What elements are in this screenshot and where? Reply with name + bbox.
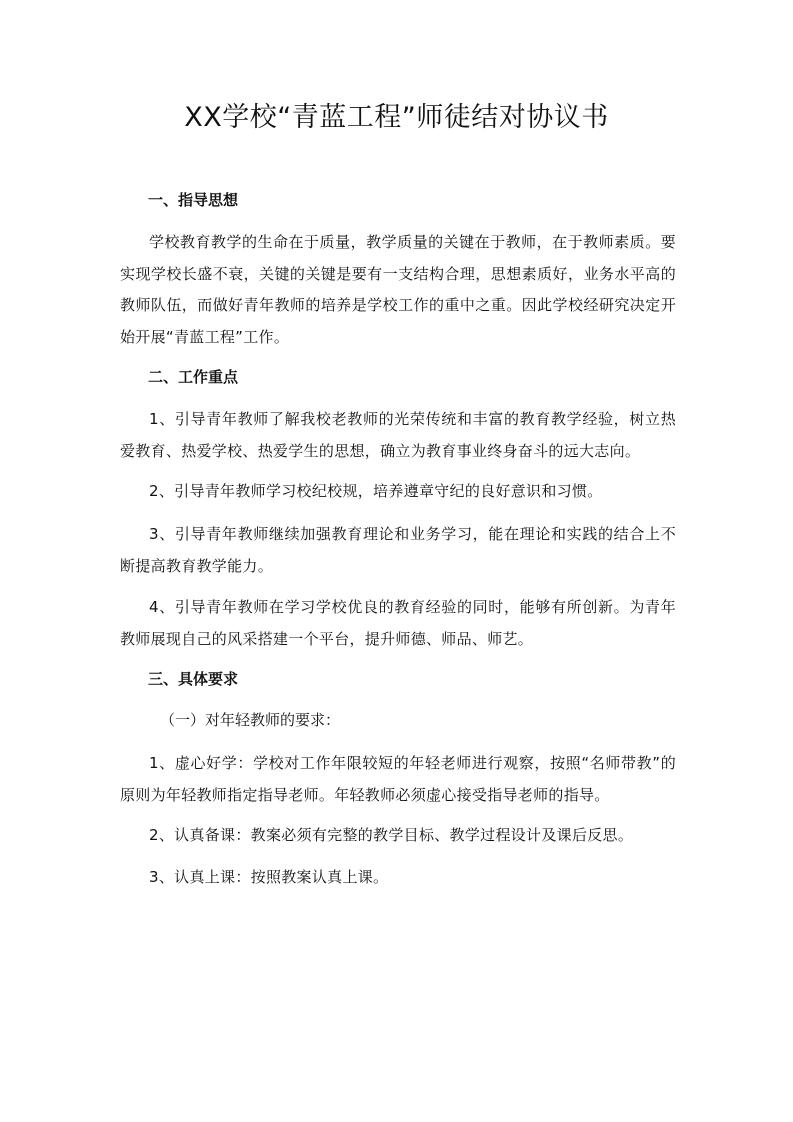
requirement-item-3: 3、认真上课：按照教案认真上课。 — [149, 868, 389, 886]
document-title: XX学校“青蓝工程”师徒结对协议书 — [184, 102, 609, 133]
section-heading-work-focus: 二、工作重点 — [148, 368, 239, 386]
work-focus-item-2: 2、引导青年教师学习校纪校规，培养遵章守纪的良好意识和习惯。 — [149, 482, 603, 500]
requirement-item-1: 1、虚心好学：学校对工作年限较短的年轻老师进行观察，按照“名师带教”的原则为年轻教师指定指导老师。年轻教师必须虚心接受指导老师的指导。 — [120, 754, 676, 804]
work-focus-item-1: 1、引导青年教师了解我校老教师的光荣传统和丰富的教育教学经验，树立热爱教育、热爱学校、热爱学生的思想，确立为教育事业终身奋斗的远大志向。 — [120, 410, 676, 460]
section-heading-requirements: 三、具体要求 — [148, 670, 239, 688]
work-focus-item-3: 3、引导青年教师继续加强教育理论和业务学习，能在理论和实践的结合上不断提高教育教学能力。 — [120, 525, 676, 575]
work-focus-item-4: 4、引导青年教师在学习学校优良的教育经验的同时，能够有所创新。为青年教师展现自己的风采搭建一个平台，提升师德、师品、师艺。 — [120, 598, 676, 648]
paragraph-guiding-thought: 学校教育教学的生命在于质量，教学质量的关键在于教师，在于教师素质。要实现学校长盛不衰，关键的关键是要有一支结构合理，思想素质好，业务水平高的教师队伍，而做好青年教师的培养是学校工作的重中之重。因此学校经研究决定开始开展“青蓝工程”工作。 — [120, 233, 676, 346]
section-heading-guiding-thought: 一、指导思想 — [148, 191, 239, 209]
subheading-young-teachers: （一）对年轻教师的要求： — [160, 711, 341, 729]
document-body — [120, 186, 676, 905]
requirement-item-2: 2、认真备课：教案必须有完整的教学目标、教学过程设计及课后反思。 — [149, 826, 634, 844]
